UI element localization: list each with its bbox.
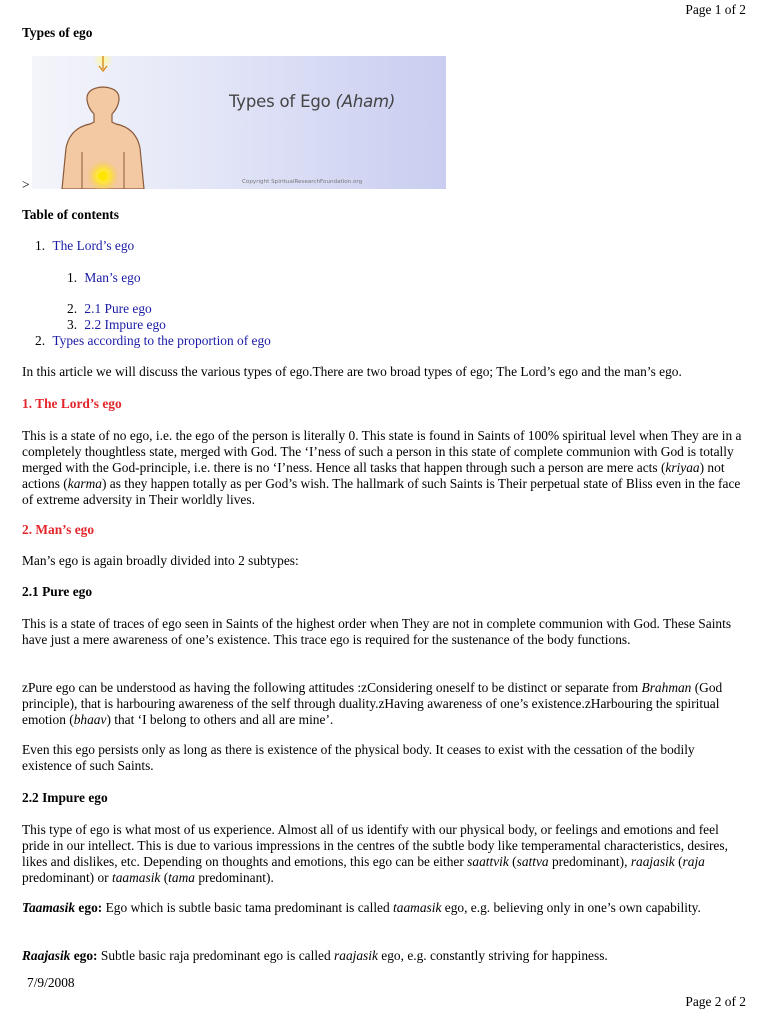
intro-paragraph: In this article we will discuss the various types of ego.There are two broad types of ego; The Lord’s ego and the man’s ego. [22, 364, 682, 379]
toc-heading: Table of contents [22, 207, 119, 222]
section-heading-mans-ego: 2. Man’s ego [22, 522, 95, 537]
mans-ego-paragraph: Man’s ego is again broadly divided into 2 subtypes: [22, 553, 299, 568]
toc-item-types-proportion[interactable] [35, 333, 271, 349]
toc-link-mans-ego[interactable]: Man’s ego [84, 270, 141, 285]
toc-link-lords-ego[interactable]: The Lord’s ego [52, 238, 135, 253]
toc-item-mans-ego[interactable] [67, 270, 141, 286]
impure-ego-paragraph: This type of ego is what most of us experience. Almost all of us identify with our physical body, or feelings and emotions and feel pride in our intellect. This is due to various impressions in the centres of the subtle body like temperamental characteristics, desires, likes and dislikes, etc. Depending on thoughts and emotions, this ego can be either saattvik (sattva predominant), raajasik (raja predominant) or taamasik (tama predominant). [22, 822, 728, 885]
banner-copyright: Copyright SpiritualResearchFoundation.org [242, 179, 363, 185]
page-number: Page 1 of 2 [685, 2, 746, 17]
raajasik-ego-paragraph: Raajasik ego: Subtle basic raja predominant ego is called raajasik ego, e.g. constantly striving for happiness. [22, 948, 608, 963]
toc-item-impure-ego[interactable] [67, 317, 166, 333]
banner-image [32, 56, 446, 189]
pure-ego-paragraph-1: This is a state of traces of ego seen in Saints of the highest order when They are not in complete communion with God. These Saints have just a mere awareness of one’s existence. This trace ego is required for the sustenance of the body functions. [22, 616, 732, 647]
section-heading-impure-ego: 2.2 Impure ego [22, 790, 108, 805]
toc-item-lords-ego[interactable] [35, 238, 134, 254]
toc-link-types-proportion[interactable]: Types according to the proportion of ego [52, 333, 271, 348]
taamasik-ego-paragraph: Taamasik ego: Ego which is subtle basic tama predominant is called taamasik ego, e.g. believing only in one’s own capability. [22, 900, 701, 915]
page-number: Page 2 of 2 [685, 994, 746, 1009]
toc-item-pure-ego[interactable] [67, 301, 152, 317]
toc-link-impure-ego[interactable]: 2.2 Impure ego [84, 317, 166, 332]
chevron-right-icon: > [22, 177, 30, 192]
toc-item-number: 1. [67, 270, 78, 285]
toc-item-number: 2. [67, 301, 78, 316]
section-heading-lords-ego: 1. The Lord’s ego [22, 396, 122, 411]
pure-ego-paragraph-3: Even this ego persists only as long as there is existence of the physical body. It ceases to exist with the cessation of the bodily existence of such Saints. [22, 742, 695, 773]
lords-ego-paragraph: This is a state of no ego, i.e. the ego of the person is literally 0. This state is found in Saints of 100% spiritual level when They are in a completely thoughtless state, merged with God. The ‘I’ness of such a person in this state of complete communion with God is totally merged with the God-principle, i.e. there is no ‘I’ness. Hence all tasks that happen through such a person are mere acts (kriyaa) not actions (karma) as they happen totally as per God’s wish. The hallmark of such Saints is Their perpetual state of Bliss even in the face of extreme adversity in Their worldly lives. [22, 428, 742, 507]
document-date: 7/9/2008 [27, 975, 75, 990]
toc-item-number: 3. [67, 317, 78, 332]
toc-item-number: 1. [35, 238, 46, 253]
pure-ego-paragraph-2: zPure ego can be understood as having the following attitudes :zConsidering oneself to be distinct or separate from Brahman (God principle), that is harbouring awareness of the self through duality.zHaving awareness of one’s existence.zHarbouring the spiritual emotion (bhaav) that ‘I belong to others and all are mine’. [22, 680, 723, 727]
toc-item-number: 2. [35, 333, 46, 348]
meditating-figure-illustration [32, 56, 446, 189]
section-heading-pure-ego: 2.1 Pure ego [22, 584, 93, 599]
document-title: Types of ego [22, 25, 93, 40]
banner-title: Types of Ego (Aham) [229, 92, 396, 111]
toc-link-pure-ego[interactable]: 2.1 Pure ego [84, 301, 152, 316]
